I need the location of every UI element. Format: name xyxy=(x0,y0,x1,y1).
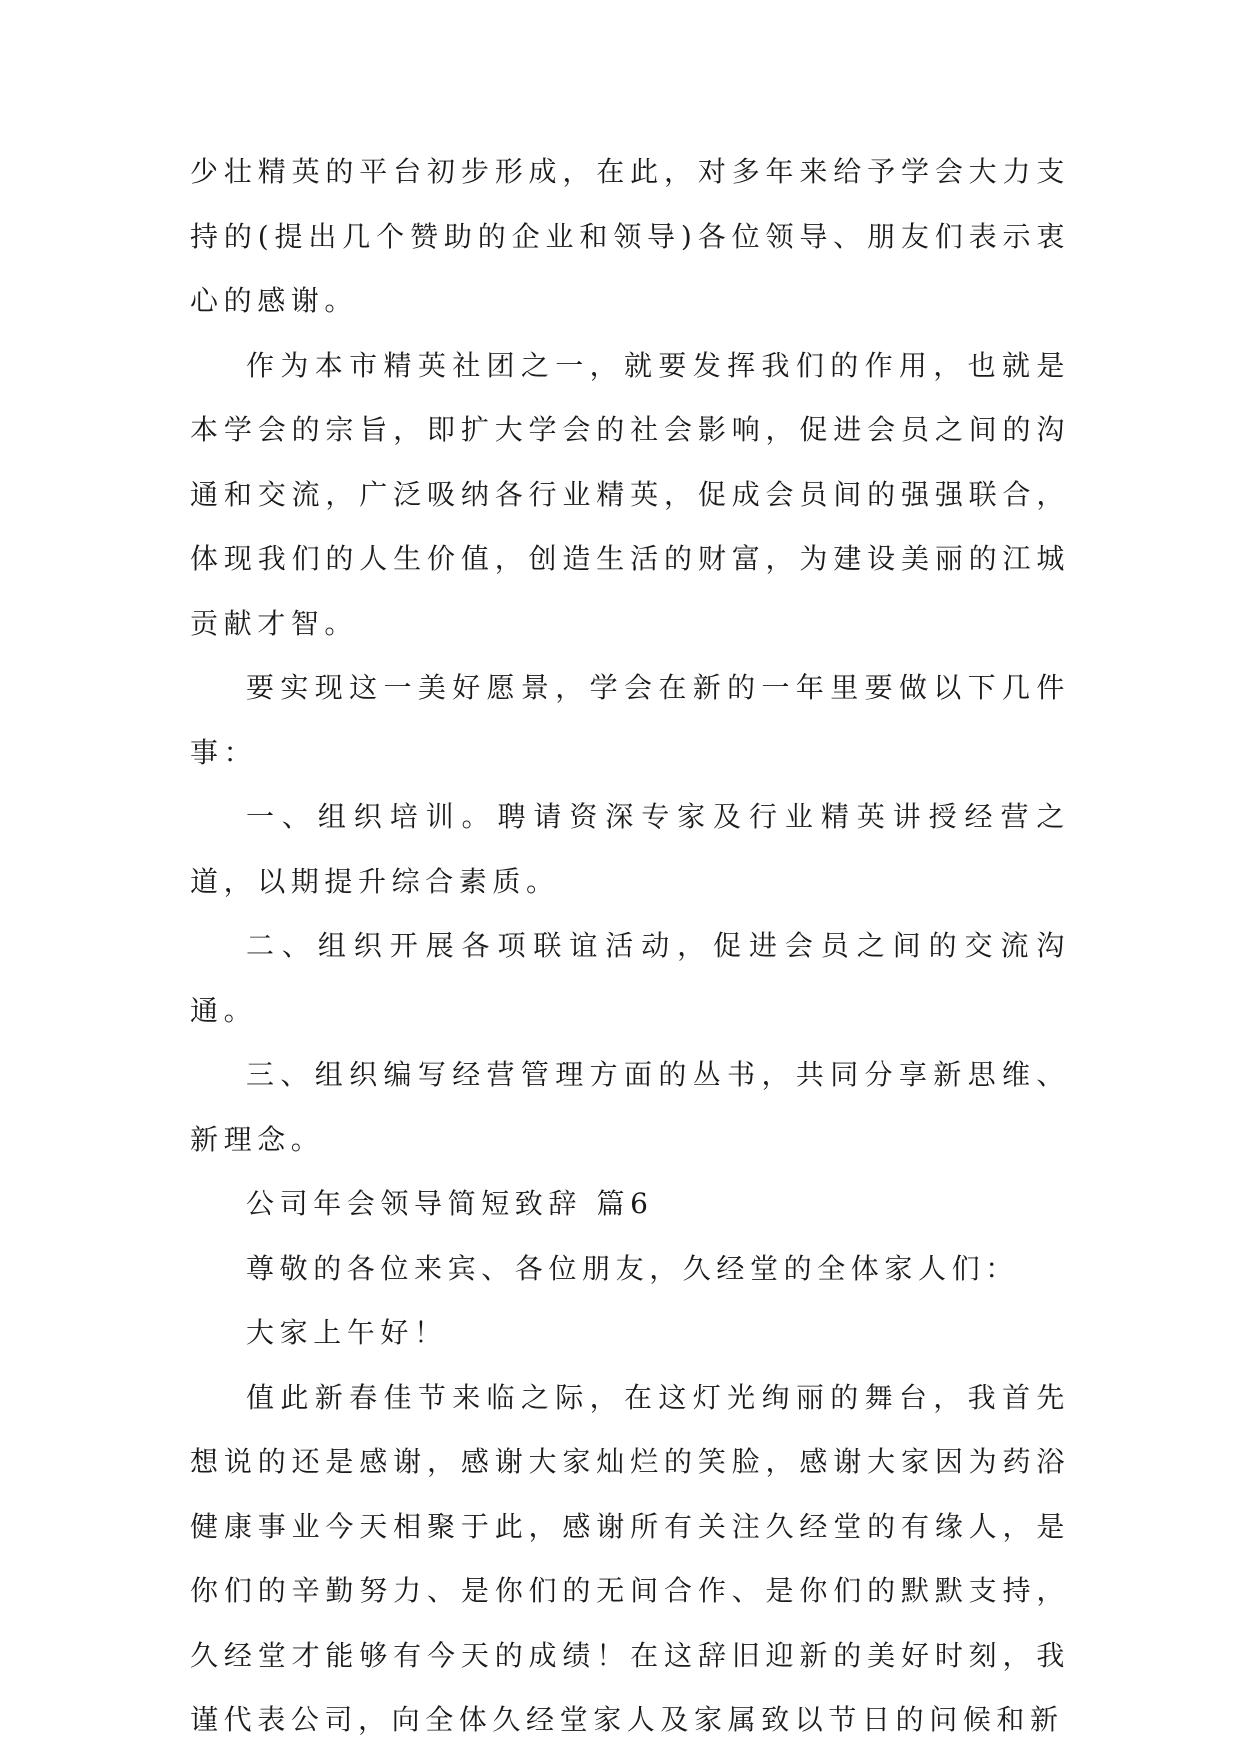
document-page xyxy=(190,140,1070,1753)
paragraph: 要实现这一美好愿景，学会在新的一年里要做以下几件事： xyxy=(190,671,1070,769)
greeting: 大家上午好！ xyxy=(246,1316,448,1349)
list-item: 三、组织编写经营管理方面的丛书，共同分享新思维、新理念。 xyxy=(190,1058,1070,1156)
salutation: 尊敬的各位来宾、各位朋友，久经堂的全体家人们： xyxy=(246,1251,1019,1285)
paragraph: 值此新春佳节来临之际，在这灯光绚丽的舞台，我首先想说的还是感谢，感谢大家灿烂的笑脸，感谢大家因为药浴健康事业今天相聚于此，感谢所有关注久经堂的有缘人，是你们的辛勤努力、是你们的无间合作、是你们的默默支持，久经堂才能够有今天的成绩！在这辞旧迎新的美好时刻，我谨代表公司，向全体久经堂家人及家属致以节日的问候和新 xyxy=(190,1380,1070,1736)
paragraph: 少壮精英的平台初步形成，在此，对多年来给予学会大力支持的(提出几个赞助的企业和领导)各位领导、朋友们表示衷心的感谢。 xyxy=(190,155,1070,317)
list-item: 一、组织培训。聘请资深专家及行业精英讲授经营之道，以期提升综合素质。 xyxy=(190,800,1070,898)
section-heading: 公司年会领导简短致辞 篇6 xyxy=(246,1187,654,1220)
paragraph: 作为本市精英社团之一，就要发挥我们的作用，也就是本学会的宗旨，即扩大学会的社会影响，促进会员之间的沟通和交流，广泛吸纳各行业精英，促成会员间的强强联合，体现我们的人生价值，创造生活的财富，为建设美丽的江城贡献才智。 xyxy=(190,348,1070,640)
list-item: 二、组织开展各项联谊活动，促进会员之间的交流沟通。 xyxy=(190,929,1070,1027)
